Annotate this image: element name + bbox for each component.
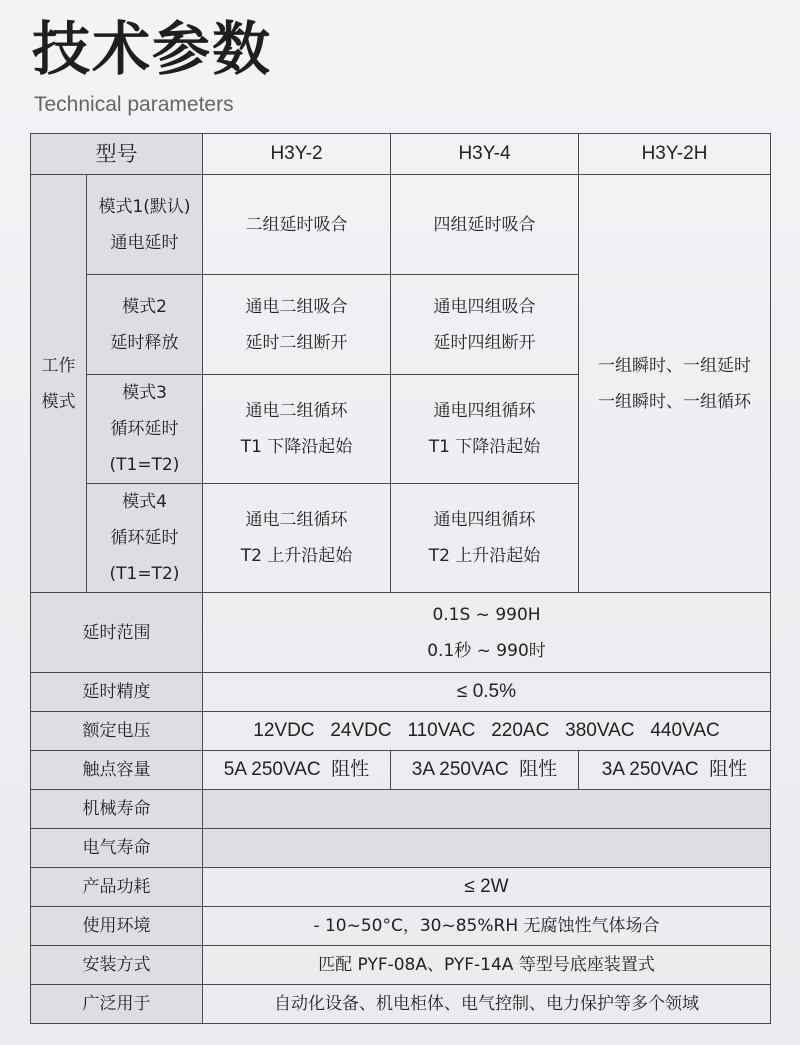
h3y-2h-mode-line-1: 一组瞬时、一组延时: [598, 355, 751, 376]
mode-4-h3y-2-line-1: 通电二组循环: [245, 510, 348, 530]
contact-capacity-h3y-2: 5A 250VAC 阻性: [203, 751, 391, 790]
mode-1-name-line-1: 模式1(默认): [98, 196, 191, 217]
delay-accuracy-row: [31, 673, 771, 712]
electrical-life-label: 电气寿命: [31, 829, 203, 868]
mode-3-h3y-2-line-1: 通电二组循环: [245, 401, 348, 421]
rated-voltage-value: 12VDC 24VDC 110VAC 220AC 380VAC 440VAC: [203, 712, 771, 751]
mode-2-name-line-2: 延时释放: [110, 332, 179, 353]
delay-accuracy-value: ≤ 0.5%: [203, 673, 771, 712]
model-h3y-2: H3Y-2: [203, 134, 391, 175]
mode-1-h3y-2: [203, 175, 391, 275]
contact-capacity-label: 触点容量: [31, 751, 203, 790]
electrical-life-row: [31, 829, 771, 868]
mode-1-name: [87, 175, 203, 275]
model-h3y-4: H3Y-4: [391, 134, 579, 175]
mechanical-life-label: 机械寿命: [31, 790, 203, 829]
mode-2-h3y-4: [391, 275, 579, 375]
mode-4-h3y-2: [203, 484, 391, 593]
model-label: 型号: [31, 134, 203, 175]
mode-1-h3y-4: [391, 175, 579, 275]
mode-3-h3y-4-line-2: T1 下降沿起始: [428, 437, 541, 457]
delay-range-value: [203, 593, 771, 673]
environment-value: - 10~50°C，30~85%RH 无腐蚀性气体场合: [203, 907, 771, 946]
installation-label: 安装方式: [31, 946, 203, 985]
work-mode-label: [31, 175, 87, 593]
mode-3-h3y-2: [203, 375, 391, 484]
mode-2-h3y-4-line-2: 延时四组断开: [433, 332, 536, 353]
delay-range-row: [31, 593, 771, 673]
installation-row: [31, 946, 771, 985]
mode-4-name-line-2: 循环延时: [110, 528, 179, 548]
mode-4-h3y-4: [391, 484, 579, 593]
power-consumption-value: ≤ 2W: [203, 868, 771, 907]
rated-voltage-row: [31, 712, 771, 751]
mode-2-name-line-1: 模式2: [122, 296, 167, 317]
mode-1-h3y-2-line-1: 二组延时吸合: [245, 214, 348, 235]
mode-2-h3y-4-line-1: 通电四组吸合: [433, 296, 536, 317]
delay-range-label: 延时范围: [31, 593, 203, 673]
work-mode-label-line-2: 模式: [41, 391, 76, 412]
contact-capacity-h3y-2h: 3A 250VAC 阻性: [579, 751, 771, 790]
mode-4-h3y-2-line-2: T2 上升沿起始: [240, 546, 353, 566]
mode-3-name-line-2: 循环延时: [110, 419, 179, 439]
power-consumption-label: 产品功耗: [31, 868, 203, 907]
delay-range-value-line-2: 0.1秒 ~ 990时: [427, 640, 546, 661]
h3y-2h-mode-line-2: 一组瞬时、一组循环: [598, 391, 751, 412]
mode-3-name-line-3: (T1=T2): [109, 455, 180, 475]
installation-value: 匹配 PYF-08A、PYF-14A 等型号底座装置式: [203, 946, 771, 985]
contact-capacity-h3y-4: 3A 250VAC 阻性: [391, 751, 579, 790]
delay-accuracy-label: 延时精度: [31, 673, 203, 712]
contact-capacity-row: [31, 751, 771, 790]
page-subtitle: Technical parameters: [34, 93, 234, 116]
delay-range-value-line-1: 0.1S ~ 990H: [432, 604, 541, 625]
environment-row: [31, 907, 771, 946]
mode-4-h3y-4-line-2: T2 上升沿起始: [428, 546, 541, 566]
mode-1-name-line-2: 通电延时: [110, 232, 179, 253]
mode-3-h3y-4-line-1: 通电四组循环: [433, 401, 536, 421]
rated-voltage-label: 额定电压: [31, 712, 203, 751]
mode-2-h3y-2: [203, 275, 391, 375]
mode-2-name: [87, 275, 203, 375]
mode-4-h3y-4-line-1: 通电四组循环: [433, 510, 536, 530]
work-mode-label-line-1: 工作: [41, 355, 76, 376]
applications-row: [31, 985, 771, 1024]
applications-value: 自动化设备、机电柜体、电气控制、电力保护等多个领域: [203, 985, 771, 1024]
electrical-life-value: [203, 829, 771, 868]
mode-4-name-line-1: 模式4: [122, 492, 167, 512]
mode-4-name-line-3: (T1=T2): [109, 564, 180, 584]
mode-3-h3y-2-line-2: T1 下降沿起始: [240, 437, 353, 457]
mode-2-h3y-2-line-1: 通电二组吸合: [245, 296, 348, 317]
spec-table: [30, 133, 771, 1024]
environment-label: 使用环境: [31, 907, 203, 946]
page-title: 技术参数: [32, 15, 273, 83]
mode-2-h3y-2-line-2: 延时二组断开: [245, 332, 348, 353]
mode-4-name: [87, 484, 203, 593]
h3y-2h-modes: [579, 175, 771, 593]
model-h3y-2h: H3Y-2H: [579, 134, 771, 175]
power-consumption-row: [31, 868, 771, 907]
mode-1-h3y-4-line-1: 四组延时吸合: [433, 214, 536, 235]
mechanical-life-row: [31, 790, 771, 829]
applications-label: 广泛用于: [31, 985, 203, 1024]
mode-3-h3y-4: [391, 375, 579, 484]
mode-3-name-line-1: 模式3: [122, 383, 167, 403]
mechanical-life-value: [203, 790, 771, 829]
header-row: [31, 134, 771, 175]
mode-1-row: [31, 175, 771, 275]
mode-3-name: [87, 375, 203, 484]
